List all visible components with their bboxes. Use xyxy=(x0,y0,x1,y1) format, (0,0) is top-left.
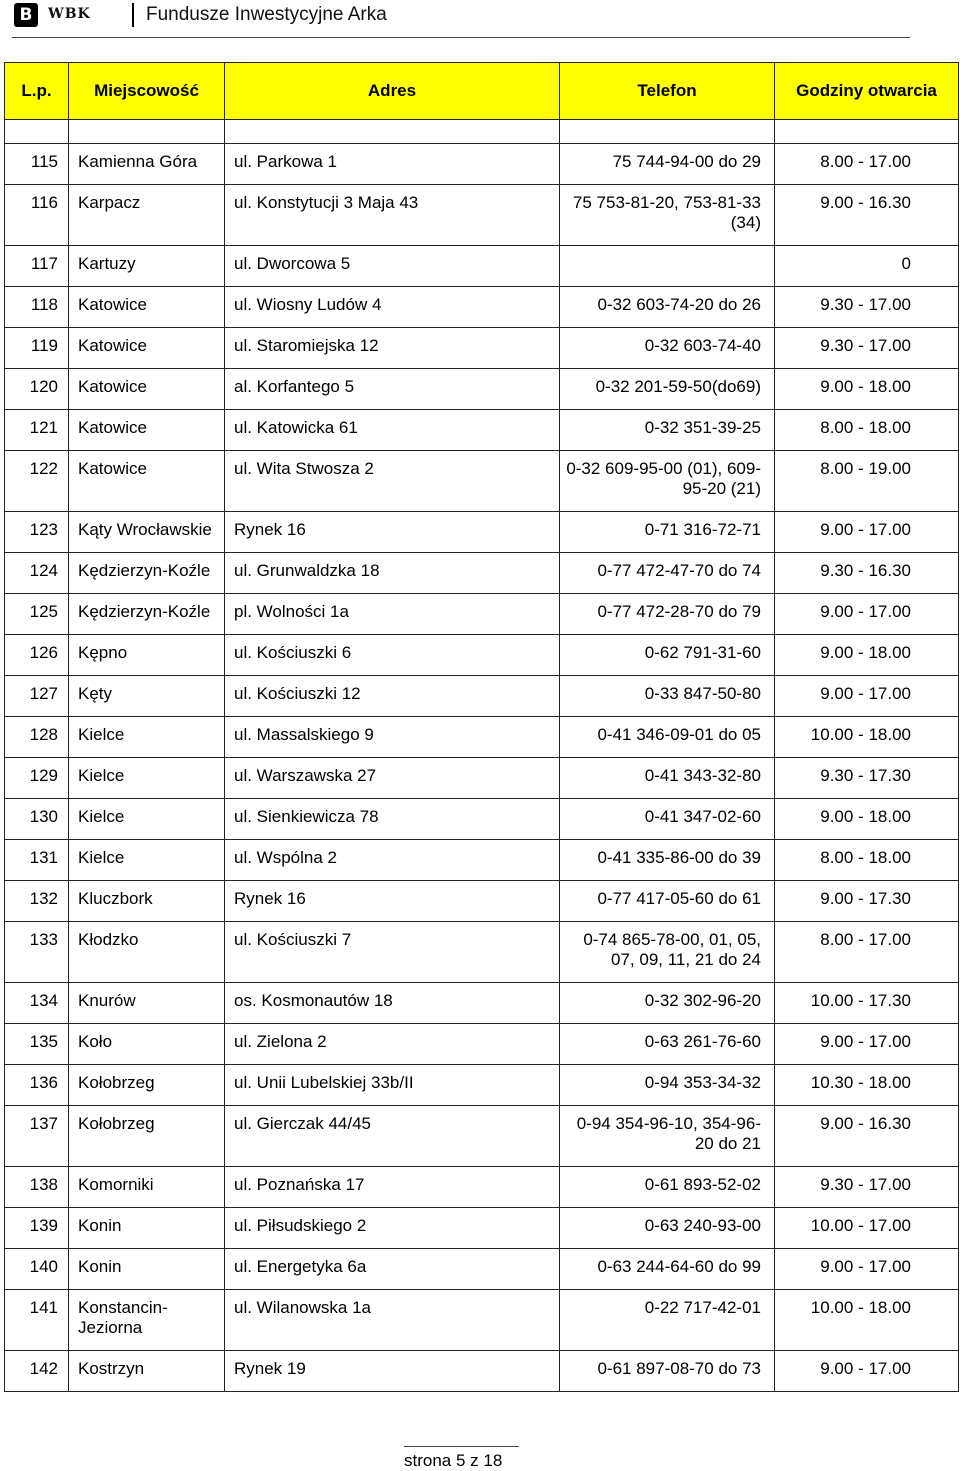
cell-address: Rynek 19 xyxy=(225,1351,560,1392)
cell-address: ul. Gierczak 44/45 xyxy=(225,1106,560,1167)
table-row xyxy=(5,983,959,1024)
bank-logo-wordmark: WBK xyxy=(48,6,91,22)
cell-phone: 0-32 201-59-50(do69) xyxy=(560,369,775,410)
page-number: strona 5 z 18 xyxy=(404,1451,503,1470)
table-row xyxy=(5,1167,959,1208)
cell-hours: 8.00 - 18.00 xyxy=(775,840,959,881)
cell-city: Katowice xyxy=(69,369,225,410)
cell-phone: 0-63 240-93-00 xyxy=(560,1208,775,1249)
cell-hours: 9.00 - 17.00 xyxy=(775,1249,959,1290)
table-row xyxy=(5,369,959,410)
cell-phone: 0-71 316-72-71 xyxy=(560,512,775,553)
cell-city: Kępno xyxy=(69,635,225,676)
cell-number: 126 xyxy=(5,635,69,676)
cell-phone: 0-32 351-39-25 xyxy=(560,410,775,451)
cell-hours: 8.00 - 19.00 xyxy=(775,451,959,512)
cell-city: Karpacz xyxy=(69,185,225,246)
cell-hours: 9.30 - 17.00 xyxy=(775,287,959,328)
cell-number: 121 xyxy=(5,410,69,451)
cell-number: 133 xyxy=(5,922,69,983)
cell-hours: 9.00 - 17.00 xyxy=(775,676,959,717)
table-row xyxy=(5,1106,959,1167)
table-row xyxy=(5,287,959,328)
cell-number: 124 xyxy=(5,553,69,594)
cell-hours: 8.00 - 17.00 xyxy=(775,144,959,185)
cell-hours: 8.00 - 18.00 xyxy=(775,410,959,451)
cell-address: ul. Grunwaldzka 18 xyxy=(225,553,560,594)
cell-city: Kamienna Góra xyxy=(69,144,225,185)
cell-hours: 8.00 - 17.00 xyxy=(775,922,959,983)
cell-city: Kielce xyxy=(69,840,225,881)
cell-city: Kielce xyxy=(69,717,225,758)
table-row xyxy=(5,1351,959,1392)
cell-address: ul. Katowicka 61 xyxy=(225,410,560,451)
cell-address: pl. Wolności 1a xyxy=(225,594,560,635)
cell-phone: 75 753-81-20, 753-81-33 (34) xyxy=(560,185,775,246)
cell-phone: 0-94 354-96-10, 354-96-20 do 21 xyxy=(560,1106,775,1167)
cell-address: ul. Warszawska 27 xyxy=(225,758,560,799)
cell-address: ul. Kościuszki 12 xyxy=(225,676,560,717)
table-row xyxy=(5,1290,959,1351)
spacer-cell xyxy=(5,120,69,144)
cell-phone xyxy=(560,246,775,287)
cell-number: 125 xyxy=(5,594,69,635)
cell-phone: 0-77 472-28-70 do 79 xyxy=(560,594,775,635)
cell-address: ul. Wiosny Ludów 4 xyxy=(225,287,560,328)
cell-phone: 0-32 603-74-40 xyxy=(560,328,775,369)
cell-phone: 0-77 417-05-60 do 61 xyxy=(560,881,775,922)
table-row xyxy=(5,553,959,594)
cell-address: Rynek 16 xyxy=(225,512,560,553)
cell-phone: 0-61 897-08-70 do 73 xyxy=(560,1351,775,1392)
table-row xyxy=(5,185,959,246)
table-row xyxy=(5,799,959,840)
cell-number: 137 xyxy=(5,1106,69,1167)
cell-number: 127 xyxy=(5,676,69,717)
column-header-city: Miejscowość xyxy=(69,63,225,120)
table-row xyxy=(5,451,959,512)
cell-hours: 9.00 - 16.30 xyxy=(775,1106,959,1167)
cell-address: ul. Sienkiewicza 78 xyxy=(225,799,560,840)
cell-city: Katowice xyxy=(69,410,225,451)
table-row xyxy=(5,1065,959,1106)
cell-number: 116 xyxy=(5,185,69,246)
cell-city: Konin xyxy=(69,1249,225,1290)
table-row xyxy=(5,840,959,881)
cell-hours: 0 xyxy=(775,246,959,287)
cell-phone: 0-22 717-42-01 xyxy=(560,1290,775,1351)
cell-hours: 9.00 - 17.00 xyxy=(775,1024,959,1065)
table-spacer-row xyxy=(5,120,959,144)
cell-phone: 0-33 847-50-80 xyxy=(560,676,775,717)
cell-city: Konstancin-Jeziorna xyxy=(69,1290,225,1351)
cell-hours: 9.00 - 17.00 xyxy=(775,1351,959,1392)
cell-city: Kęty xyxy=(69,676,225,717)
cell-phone: 0-77 472-47-70 do 74 xyxy=(560,553,775,594)
cell-phone: 0-41 346-09-01 do 05 xyxy=(560,717,775,758)
cell-number: 115 xyxy=(5,144,69,185)
cell-address: ul. Konstytucji 3 Maja 43 xyxy=(225,185,560,246)
cell-city: Knurów xyxy=(69,983,225,1024)
cell-number: 128 xyxy=(5,717,69,758)
column-header-address: Adres xyxy=(225,63,560,120)
cell-number: 134 xyxy=(5,983,69,1024)
cell-phone: 0-32 609-95-00 (01), 609-95-20 (21) xyxy=(560,451,775,512)
cell-number: 129 xyxy=(5,758,69,799)
cell-number: 117 xyxy=(5,246,69,287)
cell-city: Katowice xyxy=(69,328,225,369)
table-row xyxy=(5,1208,959,1249)
cell-address: ul. Parkowa 1 xyxy=(225,144,560,185)
cell-hours: 9.30 - 16.30 xyxy=(775,553,959,594)
cell-phone: 0-63 261-76-60 xyxy=(560,1024,775,1065)
cell-city: Kielce xyxy=(69,758,225,799)
footer-rule xyxy=(404,1446,519,1447)
cell-hours: 9.30 - 17.00 xyxy=(775,328,959,369)
cell-number: 131 xyxy=(5,840,69,881)
cell-address: ul. Kościuszki 6 xyxy=(225,635,560,676)
table-row xyxy=(5,676,959,717)
column-header-lp: L.p. xyxy=(5,63,69,120)
header-rule xyxy=(12,37,910,38)
cell-number: 118 xyxy=(5,287,69,328)
cell-number: 130 xyxy=(5,799,69,840)
cell-phone: 0-32 302-96-20 xyxy=(560,983,775,1024)
cell-city: Kartuzy xyxy=(69,246,225,287)
cell-address: ul. Wilanowska 1a xyxy=(225,1290,560,1351)
cell-address: Rynek 16 xyxy=(225,881,560,922)
cell-phone: 0-41 347-02-60 xyxy=(560,799,775,840)
cell-city: Katowice xyxy=(69,287,225,328)
cell-city: Konin xyxy=(69,1208,225,1249)
cell-hours: 9.00 - 18.00 xyxy=(775,799,959,840)
cell-city: Kędzierzyn-Koźle xyxy=(69,553,225,594)
cell-address: ul. Unii Lubelskiej 33b/II xyxy=(225,1065,560,1106)
cell-address: os. Kosmonautów 18 xyxy=(225,983,560,1024)
cell-phone: 0-63 244-64-60 do 99 xyxy=(560,1249,775,1290)
header-divider xyxy=(132,3,134,27)
cell-number: 136 xyxy=(5,1065,69,1106)
cell-number: 123 xyxy=(5,512,69,553)
cell-hours: 10.00 - 18.00 xyxy=(775,1290,959,1351)
cell-hours: 10.00 - 17.30 xyxy=(775,983,959,1024)
table-header-row xyxy=(5,63,959,120)
cell-number: 122 xyxy=(5,451,69,512)
cell-number: 119 xyxy=(5,328,69,369)
cell-phone: 0-41 343-32-80 xyxy=(560,758,775,799)
cell-hours: 9.00 - 17.00 xyxy=(775,512,959,553)
page-header xyxy=(0,0,960,38)
table-row xyxy=(5,922,959,983)
cell-phone: 0-94 353-34-32 xyxy=(560,1065,775,1106)
cell-phone: 0-41 335-86-00 do 39 xyxy=(560,840,775,881)
cell-address: ul. Wspólna 2 xyxy=(225,840,560,881)
cell-address: ul. Piłsudskiego 2 xyxy=(225,1208,560,1249)
table-row xyxy=(5,246,959,287)
table-row xyxy=(5,881,959,922)
cell-phone: 75 744-94-00 do 29 xyxy=(560,144,775,185)
cell-address: ul. Wita Stwosza 2 xyxy=(225,451,560,512)
cell-phone: 0-61 893-52-02 xyxy=(560,1167,775,1208)
table-row xyxy=(5,594,959,635)
cell-phone: 0-62 791-31-60 xyxy=(560,635,775,676)
column-header-phone: Telefon xyxy=(560,63,775,120)
cell-phone: 0-32 603-74-20 do 26 xyxy=(560,287,775,328)
cell-city: Katowice xyxy=(69,451,225,512)
table-row xyxy=(5,1249,959,1290)
table-row xyxy=(5,410,959,451)
document-title: Fundusze Inwestycyjne Arka xyxy=(146,4,387,25)
cell-address: ul. Poznańska 17 xyxy=(225,1167,560,1208)
cell-number: 138 xyxy=(5,1167,69,1208)
spacer-cell xyxy=(775,120,959,144)
table-row xyxy=(5,717,959,758)
spacer-cell xyxy=(69,120,225,144)
table-row xyxy=(5,512,959,553)
cell-number: 142 xyxy=(5,1351,69,1392)
table-row xyxy=(5,758,959,799)
cell-city: Kąty Wrocławskie xyxy=(69,512,225,553)
table-row xyxy=(5,635,959,676)
cell-city: Kołobrzeg xyxy=(69,1106,225,1167)
cell-address: ul. Staromiejska 12 xyxy=(225,328,560,369)
cell-city: Kołobrzeg xyxy=(69,1065,225,1106)
cell-number: 120 xyxy=(5,369,69,410)
cell-hours: 9.00 - 18.00 xyxy=(775,369,959,410)
spacer-cell xyxy=(560,120,775,144)
cell-number: 140 xyxy=(5,1249,69,1290)
cell-city: Komorniki xyxy=(69,1167,225,1208)
cell-address: al. Korfantego 5 xyxy=(225,369,560,410)
cell-hours: 9.00 - 17.30 xyxy=(775,881,959,922)
cell-hours: 10.00 - 18.00 xyxy=(775,717,959,758)
table-body xyxy=(5,120,959,1392)
cell-address: ul. Zielona 2 xyxy=(225,1024,560,1065)
table-row xyxy=(5,1024,959,1065)
branch-table xyxy=(4,62,959,1392)
cell-address: ul. Energetyka 6a xyxy=(225,1249,560,1290)
cell-city: Kostrzyn xyxy=(69,1351,225,1392)
cell-city: Kędzierzyn-Koźle xyxy=(69,594,225,635)
cell-hours: 9.00 - 16.30 xyxy=(775,185,959,246)
cell-hours: 10.00 - 17.00 xyxy=(775,1208,959,1249)
cell-city: Koło xyxy=(69,1024,225,1065)
cell-hours: 9.00 - 18.00 xyxy=(775,635,959,676)
cell-address: ul. Kościuszki 7 xyxy=(225,922,560,983)
cell-number: 141 xyxy=(5,1290,69,1351)
cell-city: Kluczbork xyxy=(69,881,225,922)
cell-city: Kielce xyxy=(69,799,225,840)
cell-city: Kłodzko xyxy=(69,922,225,983)
cell-hours: 9.30 - 17.00 xyxy=(775,1167,959,1208)
bank-logo-mark: B xyxy=(14,3,38,27)
cell-number: 139 xyxy=(5,1208,69,1249)
table-row xyxy=(5,328,959,369)
table-row xyxy=(5,144,959,185)
cell-number: 135 xyxy=(5,1024,69,1065)
cell-phone: 0-74 865-78-00, 01, 05, 07, 09, 11, 21 do 24 xyxy=(560,922,775,983)
cell-hours: 9.00 - 17.00 xyxy=(775,594,959,635)
cell-hours: 10.30 - 18.00 xyxy=(775,1065,959,1106)
column-header-hours: Godziny otwarcia xyxy=(775,63,959,120)
cell-number: 132 xyxy=(5,881,69,922)
cell-address: ul. Massalskiego 9 xyxy=(225,717,560,758)
cell-hours: 9.30 - 17.30 xyxy=(775,758,959,799)
cell-address: ul. Dworcowa 5 xyxy=(225,246,560,287)
spacer-cell xyxy=(225,120,560,144)
